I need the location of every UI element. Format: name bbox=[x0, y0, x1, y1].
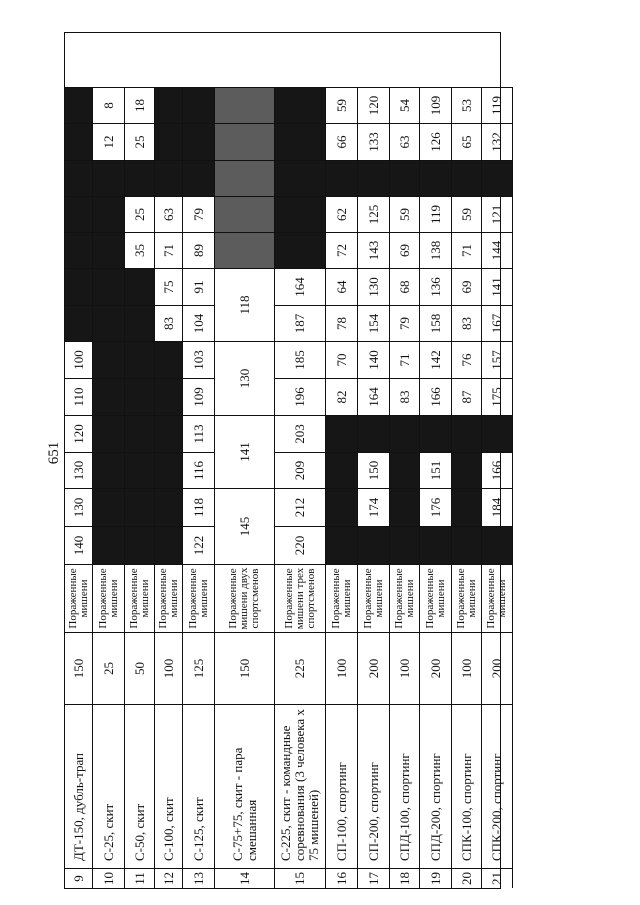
norm-value-cell bbox=[452, 526, 482, 564]
target-count-cell: 100 bbox=[452, 632, 482, 704]
norm-value-cell: 142 bbox=[420, 341, 452, 378]
table-row bbox=[482, 31, 513, 888]
norm-value-cell: 154 bbox=[358, 305, 390, 341]
norm-value-cell bbox=[358, 526, 390, 564]
norm-value-cell: 53 bbox=[452, 87, 482, 123]
norm-value-cell: 167 bbox=[482, 305, 513, 341]
discipline-name-cell: СПК-100, спортинг bbox=[452, 704, 482, 868]
target-count-cell: 150 bbox=[65, 632, 93, 704]
row-number-cell: 12 bbox=[155, 868, 183, 888]
norm-value-cell bbox=[358, 160, 390, 196]
norm-value-cell: 125 bbox=[358, 196, 390, 232]
norm-value-cell: 89 bbox=[183, 232, 215, 268]
norm-value-cell: 144 bbox=[482, 232, 513, 268]
norm-value-cell: 164 bbox=[275, 268, 326, 305]
norm-value-cell bbox=[452, 452, 482, 488]
result-type-cell: Пораженные мишени bbox=[358, 564, 390, 632]
norm-value-cell bbox=[326, 415, 358, 452]
norm-value-cell: 118 bbox=[183, 488, 215, 526]
norm-value-cell: 59 bbox=[326, 87, 358, 123]
discipline-name-cell: СП-100, спортинг bbox=[326, 704, 358, 868]
target-count-cell: 100 bbox=[155, 632, 183, 704]
norm-value-cell bbox=[452, 488, 482, 526]
row-number-cell: 15 bbox=[275, 868, 326, 888]
norm-value-cell: 130 bbox=[65, 452, 93, 488]
target-count-cell: 100 bbox=[326, 632, 358, 704]
norm-value-cell: 120 bbox=[65, 415, 93, 452]
row-number-cell: 20 bbox=[452, 868, 482, 888]
target-count-cell: 25 bbox=[93, 632, 125, 704]
norm-value-cell: 100 bbox=[65, 341, 93, 378]
norm-value-cell: 54 bbox=[390, 87, 420, 123]
norm-value-cell: 126 bbox=[420, 123, 452, 160]
discipline-name-cell: С-225, скит - командные соревнования (3 человека х 75 мишеней) bbox=[275, 704, 326, 868]
norm-value-cell: 78 bbox=[326, 305, 358, 341]
result-type-cell: Пораженные мишени bbox=[125, 564, 155, 632]
norm-value-cell: 63 bbox=[155, 196, 183, 232]
norm-value-cell: 25 bbox=[125, 196, 155, 232]
norm-value-cell: 138 bbox=[420, 232, 452, 268]
norm-value-cell: 59 bbox=[452, 196, 482, 232]
norm-value-cell bbox=[482, 415, 513, 452]
norm-value-cell: 150 bbox=[358, 452, 390, 488]
norm-value-cell: 212 bbox=[275, 488, 326, 526]
norm-value-cell: 158 bbox=[420, 305, 452, 341]
table-row bbox=[65, 31, 93, 888]
norm-value-cell bbox=[275, 232, 326, 268]
norm-value-cell: 83 bbox=[155, 305, 183, 341]
norm-value-cell bbox=[93, 526, 125, 564]
norm-value-cell: 82 bbox=[326, 378, 358, 415]
norm-value-cell: 103 bbox=[183, 341, 215, 378]
norm-value-cell bbox=[215, 87, 275, 123]
norm-value-cell bbox=[215, 232, 275, 268]
target-count-cell: 150 bbox=[215, 632, 275, 704]
row-number-cell: 9 bbox=[65, 868, 93, 888]
row-number-cell: 17 bbox=[358, 868, 390, 888]
table-row bbox=[358, 31, 390, 888]
norm-value-cell bbox=[326, 526, 358, 564]
norm-value-cell: 71 bbox=[452, 232, 482, 268]
norm-value-cell: 79 bbox=[390, 305, 420, 341]
norm-value-cell: 166 bbox=[482, 452, 513, 488]
norm-value-cell: 75 bbox=[155, 268, 183, 305]
norm-value-cell: 185 bbox=[275, 341, 326, 378]
result-type-cell: Пораженные мишени bbox=[420, 564, 452, 632]
row-number-cell: 19 bbox=[420, 868, 452, 888]
norm-value-cell bbox=[93, 378, 125, 415]
result-type-cell: Пораженные мишени bbox=[93, 564, 125, 632]
norm-value-cell: 76 bbox=[452, 341, 482, 378]
norm-value-cell: 109 bbox=[420, 87, 452, 123]
target-count-cell: 100 bbox=[390, 632, 420, 704]
norm-value-cell bbox=[390, 415, 420, 452]
norm-value-cell: 71 bbox=[390, 341, 420, 378]
norm-value-cell bbox=[65, 160, 93, 196]
norm-value-cell bbox=[65, 123, 93, 160]
norm-value-cell: 166 bbox=[420, 378, 452, 415]
norm-value-cell bbox=[125, 305, 155, 341]
norm-value-cell: 69 bbox=[390, 232, 420, 268]
norm-value-cell: 130 bbox=[65, 488, 93, 526]
norm-value-cell bbox=[275, 123, 326, 160]
discipline-name-cell: С-75+75, скит - пара смешанная bbox=[215, 704, 275, 868]
norm-value-cell bbox=[93, 415, 125, 452]
norm-value-cell bbox=[420, 160, 452, 196]
norm-value-cell: 83 bbox=[390, 378, 420, 415]
norm-value-cell: 121 bbox=[482, 196, 513, 232]
norm-value-cell bbox=[452, 160, 482, 196]
norm-value-cell: 87 bbox=[452, 378, 482, 415]
target-count-cell: 200 bbox=[358, 632, 390, 704]
norm-value-cell: 209 bbox=[275, 452, 326, 488]
norm-value-cell: 120 bbox=[358, 87, 390, 123]
norm-value-cell: 203 bbox=[275, 415, 326, 452]
table-row bbox=[183, 31, 215, 888]
discipline-name-cell: С-100, скит bbox=[155, 704, 183, 868]
norm-value-cell: 184 bbox=[482, 488, 513, 526]
norm-value-cell bbox=[482, 160, 513, 196]
norm-value-cell: 104 bbox=[183, 305, 215, 341]
norm-value-cell bbox=[390, 160, 420, 196]
norm-value-cell bbox=[275, 196, 326, 232]
row-number-cell: 10 bbox=[93, 868, 125, 888]
norm-value-cell bbox=[155, 87, 183, 123]
norm-value-cell bbox=[155, 160, 183, 196]
row-number-cell: 14 bbox=[215, 868, 275, 888]
norm-value-cell: 25 bbox=[125, 123, 155, 160]
table-row bbox=[155, 31, 183, 888]
norm-value-cell: 116 bbox=[183, 452, 215, 488]
norm-value-cell: 65 bbox=[452, 123, 482, 160]
norm-value-cell: 130 bbox=[358, 268, 390, 305]
norm-value-cell bbox=[358, 415, 390, 452]
norm-value-cell bbox=[93, 305, 125, 341]
norm-value-cell bbox=[155, 488, 183, 526]
discipline-name-cell: СП-200, спортинг bbox=[358, 704, 390, 868]
norm-value-cell bbox=[93, 196, 125, 232]
norm-value-cell: 12 bbox=[93, 123, 125, 160]
norm-value-cell bbox=[390, 488, 420, 526]
norm-value-cell bbox=[390, 452, 420, 488]
norm-value-cell bbox=[183, 160, 215, 196]
norm-value-cell: 143 bbox=[358, 232, 390, 268]
norm-value-cell: 70 bbox=[326, 341, 358, 378]
norm-value-cell: 62 bbox=[326, 196, 358, 232]
norm-value-cell bbox=[215, 123, 275, 160]
norms-table bbox=[64, 32, 508, 889]
result-type-cell: Пораженные мишени трех спортсменов bbox=[275, 564, 326, 632]
norm-value-cell bbox=[65, 232, 93, 268]
row-number-cell: 21 bbox=[482, 868, 513, 888]
norm-value-cell bbox=[155, 526, 183, 564]
norm-value-cell bbox=[65, 87, 93, 123]
norm-value-cell bbox=[93, 232, 125, 268]
discipline-name-cell: С-125, скит bbox=[183, 704, 215, 868]
target-count-cell: 200 bbox=[420, 632, 452, 704]
norm-value-cell: 68 bbox=[390, 268, 420, 305]
norm-value-cell: 71 bbox=[155, 232, 183, 268]
norm-value-cell: 133 bbox=[358, 123, 390, 160]
target-count-cell: 225 bbox=[275, 632, 326, 704]
result-type-cell: Пораженные мишени bbox=[390, 564, 420, 632]
norm-value-cell bbox=[155, 123, 183, 160]
discipline-name-cell: СПД-200, спортинг bbox=[420, 704, 452, 868]
norm-value-cell bbox=[65, 305, 93, 341]
norm-value-cell bbox=[65, 268, 93, 305]
norm-value-cell: 113 bbox=[183, 415, 215, 452]
row-number-cell: 11 bbox=[125, 868, 155, 888]
row-number-cell: 18 bbox=[390, 868, 420, 888]
table-row bbox=[452, 31, 482, 888]
norm-value-cell bbox=[155, 415, 183, 452]
target-count-cell: 200 bbox=[482, 632, 513, 704]
norm-value-cell: 69 bbox=[452, 268, 482, 305]
norm-value-cell bbox=[125, 268, 155, 305]
norm-value-cell bbox=[183, 123, 215, 160]
table-row bbox=[390, 31, 420, 888]
norm-value-cell: 119 bbox=[482, 87, 513, 123]
norm-value-cell bbox=[215, 196, 275, 232]
table-row bbox=[125, 31, 155, 888]
norm-value-cell bbox=[93, 268, 125, 305]
norm-value-cell bbox=[155, 378, 183, 415]
norm-value-cell bbox=[275, 87, 326, 123]
table-row bbox=[93, 31, 125, 888]
norm-value-cell: 8 bbox=[93, 87, 125, 123]
result-type-cell: Пораженные мишени bbox=[326, 564, 358, 632]
norm-value-cell: 130 bbox=[215, 341, 275, 415]
norm-value-cell bbox=[93, 452, 125, 488]
norm-value-cell: 110 bbox=[65, 378, 93, 415]
norm-value-cell: 136 bbox=[420, 268, 452, 305]
norm-value-cell: 91 bbox=[183, 268, 215, 305]
norm-value-cell bbox=[420, 526, 452, 564]
result-type-cell: Пораженные мишени bbox=[155, 564, 183, 632]
norm-value-cell: 79 bbox=[183, 196, 215, 232]
result-type-cell: Пораженные мишени двух спортсменов bbox=[215, 564, 275, 632]
norm-value-cell: 122 bbox=[183, 526, 215, 564]
discipline-name-cell: С-25, скит bbox=[93, 704, 125, 868]
norm-value-cell: 175 bbox=[482, 378, 513, 415]
page-number: 651 bbox=[46, 441, 62, 465]
result-type-cell: Пораженные мишени bbox=[452, 564, 482, 632]
norm-value-cell: 59 bbox=[390, 196, 420, 232]
norm-value-cell: 220 bbox=[275, 526, 326, 564]
norm-value-cell: 72 bbox=[326, 232, 358, 268]
norm-value-cell bbox=[125, 488, 155, 526]
norm-value-cell bbox=[390, 526, 420, 564]
norm-value-cell: 157 bbox=[482, 341, 513, 378]
norm-value-cell bbox=[420, 415, 452, 452]
norm-value-cell bbox=[155, 341, 183, 378]
target-count-cell: 125 bbox=[183, 632, 215, 704]
norm-value-cell bbox=[452, 415, 482, 452]
norm-value-cell: 18 bbox=[125, 87, 155, 123]
discipline-name-cell: С-50, скит bbox=[125, 704, 155, 868]
norm-value-cell bbox=[326, 488, 358, 526]
norm-value-cell: 196 bbox=[275, 378, 326, 415]
norm-value-cell bbox=[65, 196, 93, 232]
table-row bbox=[420, 31, 452, 888]
norm-value-cell: 145 bbox=[215, 488, 275, 564]
result-type-cell: Пораженные мишени bbox=[65, 564, 93, 632]
norm-value-cell: 187 bbox=[275, 305, 326, 341]
norm-value-cell: 176 bbox=[420, 488, 452, 526]
norm-value-cell bbox=[93, 488, 125, 526]
norm-value-cell bbox=[326, 160, 358, 196]
norm-value-cell: 140 bbox=[65, 526, 93, 564]
norm-value-cell: 151 bbox=[420, 452, 452, 488]
norm-value-cell: 63 bbox=[390, 123, 420, 160]
result-type-cell: Пораженные мишени bbox=[482, 564, 513, 632]
norm-value-cell bbox=[125, 160, 155, 196]
norm-value-cell bbox=[275, 160, 326, 196]
norm-value-cell bbox=[155, 452, 183, 488]
norm-value-cell bbox=[125, 415, 155, 452]
norm-value-cell: 83 bbox=[452, 305, 482, 341]
norm-value-cell: 141 bbox=[482, 268, 513, 305]
norm-value-cell: 118 bbox=[215, 268, 275, 341]
discipline-name-cell: СПД-100, спортинг bbox=[390, 704, 420, 868]
norm-value-cell bbox=[125, 341, 155, 378]
table-row bbox=[275, 31, 326, 888]
norm-value-cell: 140 bbox=[358, 341, 390, 378]
norm-value-cell: 119 bbox=[420, 196, 452, 232]
norm-value-cell bbox=[183, 87, 215, 123]
norm-value-cell: 141 bbox=[215, 415, 275, 488]
norm-value-cell: 132 bbox=[482, 123, 513, 160]
norm-value-cell: 174 bbox=[358, 488, 390, 526]
norm-value-cell: 164 bbox=[358, 378, 390, 415]
discipline-name-cell: ДТ-150, дубль-трап bbox=[65, 704, 93, 868]
result-type-cell: Пораженные мишени bbox=[183, 564, 215, 632]
norm-value-cell bbox=[482, 526, 513, 564]
norm-value-cell: 35 bbox=[125, 232, 155, 268]
norm-value-cell: 64 bbox=[326, 268, 358, 305]
norm-value-cell bbox=[125, 378, 155, 415]
rotated-table-viewport bbox=[64, 32, 508, 889]
table-row bbox=[215, 31, 275, 888]
norm-value-cell bbox=[215, 160, 275, 196]
row-number-cell: 13 bbox=[183, 868, 215, 888]
norm-value-cell bbox=[326, 452, 358, 488]
norm-value-cell bbox=[93, 341, 125, 378]
target-count-cell: 50 bbox=[125, 632, 155, 704]
norm-value-cell bbox=[125, 526, 155, 564]
norm-value-cell bbox=[125, 452, 155, 488]
norm-value-cell: 66 bbox=[326, 123, 358, 160]
row-number-cell: 16 bbox=[326, 868, 358, 888]
table-row bbox=[326, 31, 358, 888]
discipline-name-cell: СПК-200, спортинг bbox=[482, 704, 513, 868]
norm-value-cell bbox=[93, 160, 125, 196]
norm-value-cell: 109 bbox=[183, 378, 215, 415]
